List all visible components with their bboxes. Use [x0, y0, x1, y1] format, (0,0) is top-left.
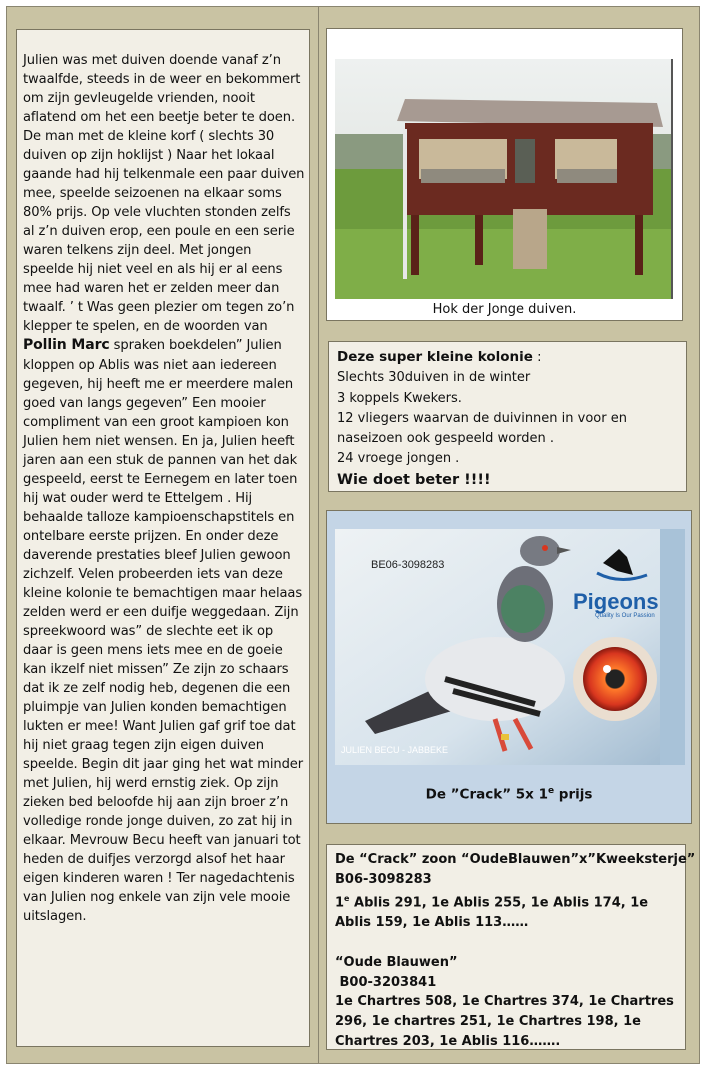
pigeon-caption-sup: e: [547, 786, 555, 796]
loft-photo-caption: Hok der Jonge duiven.: [432, 302, 577, 317]
story-panel: [16, 29, 310, 1047]
loft-leg-4: [635, 215, 643, 275]
loft-window-mid: [515, 139, 535, 183]
loft-leg-2: [475, 215, 483, 265]
story-text-before-name: Julien was met duiven doende vanaf z’n twaalfde, steeds in de weer en bekommert om zijn gevleugelde vrienden, nooit aflatend om het een beetje beter te doen. De man met de kleine korf ( slechts 30 duiven op zijn hoklijst ) Naar het lokaal gaande had hij telkenmale een paar duiven mee, speelde seizoenen na elkaar soms 80% prijs. Op vele vluchten stonden zelfs al z’n duiven erop, een poule en een serie waren telkens zijn deel. Met jongen speelde hij niet veel en als hij er al eens mee had waren het er zelden meer dan twaalf. ’ t Was geen plezier om tegen zo’n klepper te spelen, en de woorden van: [23, 53, 305, 335]
brand-name: Pigeons: [573, 589, 659, 614]
loft-photo-panel: [326, 28, 683, 321]
pigeon-caption: [327, 786, 691, 803]
colony-line-young: 24 vroege jongen .: [337, 451, 460, 467]
pigeon-eye: [542, 545, 548, 551]
eye-closeup-iris: [583, 647, 647, 711]
results-spacer: [335, 933, 677, 953]
crack-results-text: Ablis 291, 1e Ablis 255, 1e Ablis 174, 1e Ablis 159, 1e Ablis 113……: [335, 895, 649, 931]
crack-results: [335, 889, 677, 933]
story-name-pollin-marc: Pollin Marc: [23, 337, 110, 354]
colony-footer: Wie doet beter !!!!: [337, 471, 491, 488]
story-text-after-name: spraken boekdelen” Julien kloppen op Ablis was niet aan iedereen gegeven, hij heeft me er meerdere malen goed van langs gegeven” Een mooier compliment van een groot kampioen kon Julien hem niet wensen. En ja, Julien heeft jaren aan een stuk de pannen van het dak gespeeld, eerst te Eernegem en later toen hij wat ouder werd te Ettelgem . Hij behaalde talloze kampioenschapstitels en ontelbare eerste prijzen. En onder deze daverende prestaties bleef Julien gewoon zichzelf. Velen probeerden iets van deze kleine kolonie te bemachtigen maar helaas zelden werd er een duifje weggedaan. Zijn spreekwoord was” de slechte eet ik op daar is geen mens iets mee en de goeie kan ikzelf niet missen” Ze zijn zo schaars dat ik ze zelf nodig heb, degenen die een pluimpje van Julien konden bemachtigen lukten er mee! Want Julien gaf grif toe dat hij niet graag tegen zijn eigen duiven speelde. Begin dit jaar ging het wat minder met Julien, hij werd ernstig ziek. Op zijn zieken bed beloofde hij aan zijn broer z’n volledige ronde jonge duiven, zo zat hij in elkaar. Mevrouw Becu heeft van januari tot heden de duifjes verzorgd alsof het haar eigen kinderen waren ! Ter nagedachtenis van Julien nog enkele van zijn vele mooie uitslagen.: [23, 338, 304, 925]
pigeon-caption-suffix: prijs: [554, 786, 593, 803]
crack-first: 1: [335, 895, 345, 911]
colony-line-breeders: 3 koppels Kwekers.: [337, 390, 462, 406]
oude-header: “Oude Blauwen”: [335, 954, 458, 970]
pigeon-caption-prefix: De ”Crack” 5x 1: [425, 786, 548, 803]
colony-facts-panel: [328, 341, 687, 492]
pigeon-owner-label: JULIEN BECU - JABBEKE: [341, 745, 449, 755]
crack-header: De “Crack” zoon “OudeBlauwen”x”Kweeksterje”: [335, 852, 696, 867]
eye-closeup-highlight: [603, 665, 611, 673]
loft-leg-1: [411, 215, 419, 275]
crack-ring: B06-3098283: [335, 871, 432, 887]
colony-line-winter: Slechts 30duiven in de winter: [337, 370, 531, 386]
crack-first-sup: e: [344, 894, 350, 904]
loft-pole: [403, 129, 407, 279]
loft-stair: [513, 209, 547, 269]
pigeon-ring-label: BE06-3098283: [371, 559, 445, 571]
card-side-band: [660, 529, 685, 765]
story-text: [23, 51, 305, 926]
column-divider: [318, 6, 319, 1064]
results-panel: [326, 844, 696, 1050]
pigeon-card-panel: [326, 510, 692, 824]
colony-heading: Deze super kleine kolonie: [337, 349, 533, 365]
colony-heading-colon: :: [532, 350, 542, 365]
colony-heading-line: [337, 347, 678, 368]
loft-trap-left: [421, 169, 505, 183]
pigeon-neck-sheen: [501, 585, 545, 633]
oude-results: 1e Chartres 508, 1e Chartres 374, 1e Chartres 296, 1e chartres 251, 1e Chartres 198, 1e Chartres 203, 1e Ablis 116…….: [335, 994, 674, 1049]
pigeon-head: [520, 536, 560, 566]
loft-photo: [335, 59, 673, 299]
photo-dark-frame-edge: [671, 59, 673, 299]
colony-line-flyers: 12 vliegers waarvan de duivinnen in voor en naseizoen ook gespeeld worden .: [337, 410, 627, 447]
photo-grass-light: [335, 229, 673, 299]
pigeon-ring: [501, 734, 509, 740]
oude-ring: B00-3203841: [335, 974, 437, 990]
loft-trap-right: [557, 169, 617, 183]
brand-tagline: Quality Is Our Passion: [595, 613, 655, 619]
